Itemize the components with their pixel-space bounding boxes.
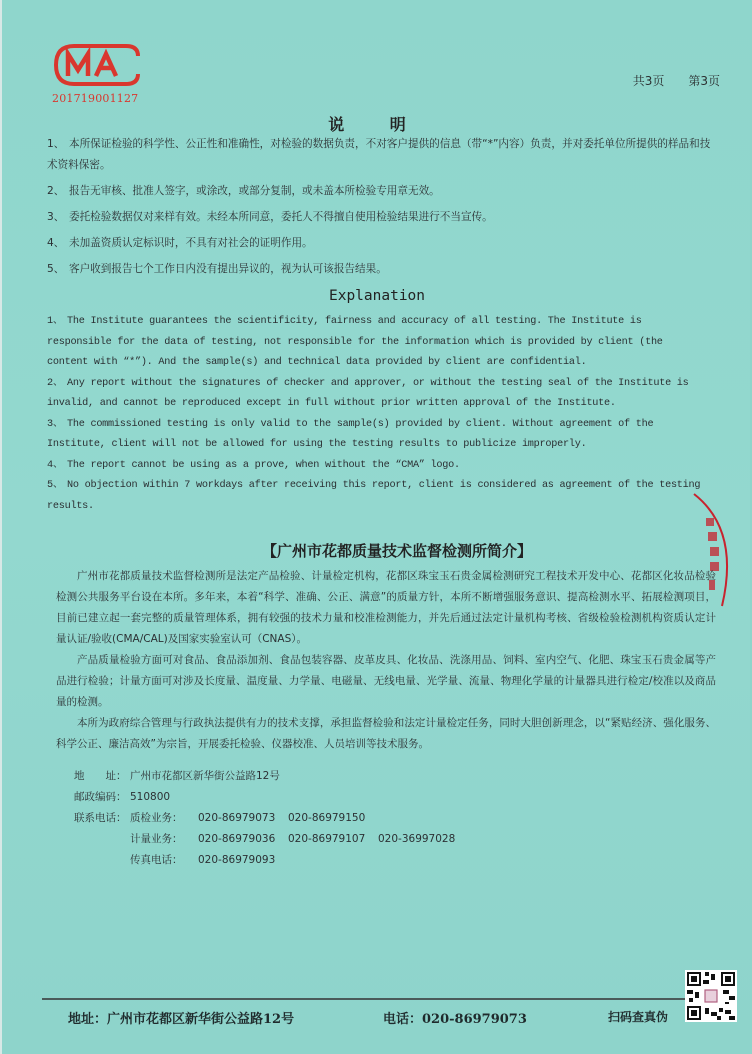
note-text: 本所保证检验的科学性、公正性和准确性，对检验的数据负责，不对客户提供的信息（带“*”内容）负责，并对委托单位所提供的样品和技术资料保密。 <box>47 138 711 171</box>
quality-business-label: 质检业务： <box>130 812 183 824</box>
note-en-item <box>47 415 707 456</box>
note-number: 1、 <box>47 316 63 327</box>
note-cn-item <box>47 207 717 228</box>
total-pages: 共3页 <box>632 74 665 88</box>
note-number: 4、 <box>47 237 65 249</box>
note-en-item <box>47 312 707 374</box>
fax-value: 020-86979093 <box>198 854 276 866</box>
intro-paragraph: 本所为政府综合管理与行政执法提供有力的技术支撑，承担监督检验和法定计量检定任务，同时大胆创新理念，以“紧贴经济、强化服务、科学公正、廉洁高效”为宗旨，开展委托检验、仪器校准、人员培训等技术服务。 <box>56 717 716 750</box>
postcode-label: 邮政编码： <box>74 791 127 803</box>
notes-list-en <box>47 312 707 517</box>
quality-phone: 020-86979073 <box>198 812 276 824</box>
note-number: 4、 <box>47 459 63 471</box>
note-cn-item <box>47 233 717 254</box>
scan-to-verify-label: 扫码查真伪 <box>608 1010 669 1024</box>
note-text: Any report without the signatures of checker and approver, or without the testing seal of the Institute is invalid, and cannot be reproduced except in full without prior written approval of the Institute. <box>47 377 689 409</box>
note-number: 5、 <box>47 263 65 275</box>
qr-code-icon[interactable] <box>685 970 737 1022</box>
contact-info <box>74 766 468 871</box>
note-text: 委托检验数据仅对来样有效。未经本所同意，委托人不得擅自使用检验结果进行不当宣传。 <box>69 211 493 223</box>
note-text: The report cannot be using as a prove, when without the “CMA” logo. <box>67 459 460 471</box>
address-label: 地 址： <box>74 770 127 782</box>
current-page: 第3页 <box>688 74 720 88</box>
phone-label: 联系电话： <box>74 812 127 824</box>
note-cn-item <box>47 259 717 280</box>
footer-address: 地址：广州市花都区新华街公益路12号 <box>68 1012 295 1027</box>
note-en-item <box>47 374 707 415</box>
note-en-item <box>47 476 707 517</box>
note-number: 3、 <box>47 211 65 223</box>
intro-paragraph: 广州市花都质量技术监督检测所是法定产品检验、计量检定机构，花都区珠宝玉石贵金属检测研究工程技术开发中心、花都区化妆品检验检测公共服务平台设在本所。多年来，本着“科学、准确、公正、满意”的质量方针，本所不断增强服务意识、提高检测水平、拓展检测项目，目前已建立起一套完整的质量管理体系，拥有较强的技术力量和校准检测能力，并先后通过法定计量机构考核、省级检验检测机构资质认定计量认证/验收(CMA/CAL)及国家实验室认可（CNAS）。 <box>56 570 716 645</box>
note-text: No objection within 7 workdays after receiving this report, client is considered as agreement of the testing results. <box>47 480 701 512</box>
footer-divider <box>42 998 697 1000</box>
note-text: 未加盖资质认定标识时，不具有对社会的证明作用。 <box>69 237 313 249</box>
note-text: 报告无审核、批准人签字，或涂改，或部分复制，或未盖本所检验专用章无效。 <box>69 185 440 197</box>
cma-logo <box>52 40 142 90</box>
metrology-phone: 020-86979036 <box>198 833 276 845</box>
institute-intro-title: 【广州市花都质量技术监督检测所简介】 <box>261 542 532 560</box>
notes-list-cn <box>47 134 717 285</box>
address-value: 广州市花都区新华街公益路12号 <box>130 770 280 782</box>
postcode-value: 510800 <box>130 791 171 803</box>
note-number: 3、 <box>47 418 63 430</box>
note-text: The commissioned testing is only valid to the sample(s) provided by client. Without agreement of the Institute, client will not be allowed for using the testing results to publicize improperly. <box>47 418 654 450</box>
metrology-phone: 020-36997028 <box>378 833 456 845</box>
footer-phone: 电话：020-86979073 <box>383 1012 527 1027</box>
page-counter <box>633 72 720 89</box>
metrology-phone: 020-86979107 <box>288 833 366 845</box>
note-number: 2、 <box>47 377 63 389</box>
note-number: 2、 <box>47 185 65 197</box>
notes-title-cn: 说 明 <box>328 115 426 134</box>
note-number: 1、 <box>47 138 65 150</box>
note-cn-item <box>47 181 717 202</box>
note-en-item <box>47 456 707 477</box>
metrology-business-label: 计量业务： <box>130 833 183 845</box>
quality-phone: 020-86979150 <box>288 812 366 824</box>
note-text: The Institute guarantees the scientificity, fairness and accuracy of all testing. The Institute is responsible for the data of testing, not responsible for the information which is provided by client (the content with “*”). And the sample(s) and technical data provided by client are confidential. <box>47 316 663 368</box>
notes-title-en: Explanation <box>328 288 426 304</box>
note-text: 客户收到报告七个工作日内没有提出异议的，视为认可该报告结果。 <box>69 263 387 275</box>
cma-certificate-number: 201719001127 <box>52 92 139 105</box>
intro-paragraph: 产品质量检验方面可对食品、食品添加剂、食品包装容器、皮革皮具、化妆品、洗涤用品、饲料、室内空气、化肥、珠宝玉石贵金属等产品进行检验；计量方面可对涉及长度量、温度量、力学量、电磁量、无线电量、光学量、流量、物理化学量的计量器具进行检定/校准以及商品量的检测。 <box>56 654 716 708</box>
note-cn-item <box>47 134 717 176</box>
institute-intro <box>56 566 726 750</box>
fax-label: 传真电话： <box>130 854 183 866</box>
note-number: 5、 <box>47 480 63 491</box>
